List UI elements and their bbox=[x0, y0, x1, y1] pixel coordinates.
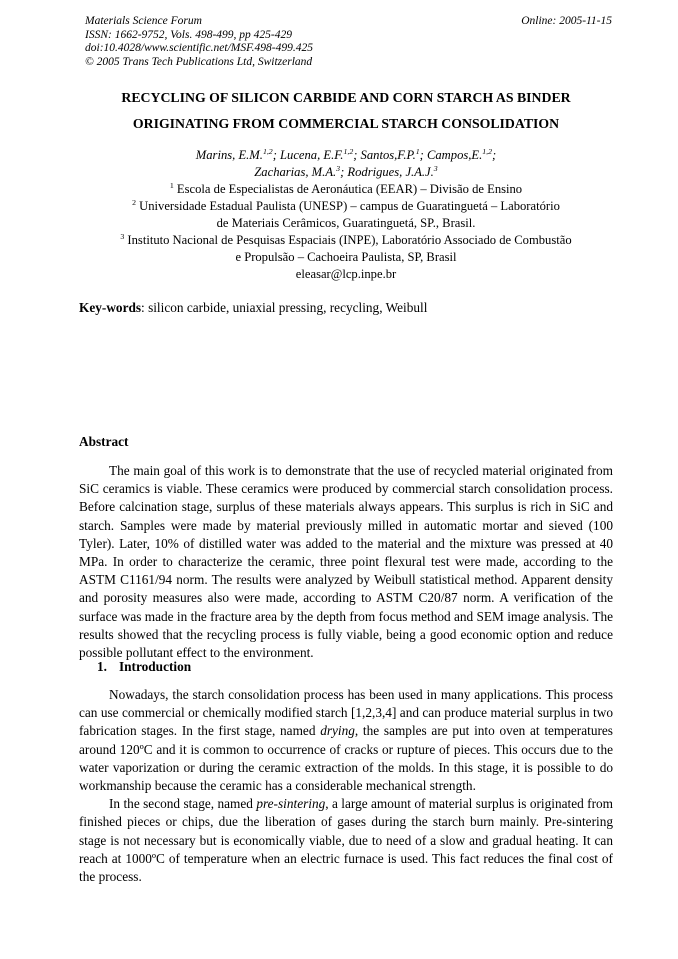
paragraph-text: In the second stage, named bbox=[109, 796, 257, 812]
author-affil-marker: 1 bbox=[415, 146, 420, 156]
paper-title-line1: RECYCLING OF SILICON CARBIDE AND CORN STARCH AS BINDER bbox=[121, 90, 571, 105]
affiliation-line bbox=[49, 198, 643, 215]
abstract-heading: Abstract bbox=[79, 434, 129, 449]
authors-affiliations-block bbox=[49, 147, 643, 283]
abstract-paragraph: The main goal of this work is to demonstrate that the use of recycled material originated from SiC ceramics is viable. These ceramics were produced by commercial starch consolidation process. Before calcination stage, surplus of these materials always appears. This surplus is rich in SiC and starch. Samples were made by material previously milled in automatic mortar and sieved (100 Tyler). Later, 10% of distilled water was added to the material and the mixture was pressed at 40 MPa. In order to characterize the ceramic, three point flexural test were made, according to the ASTM C1161/94 norm. The results were analyzed by Weibull statistical method. Apparent density and porosity measures also were made, according to ASTM C20/87 norm. A verification of the surface was made in the fracture area by the depth from focus method and SEM image analysis. The results showed that the recycling process is fully viable, being a good economic option and reduce possible pollutant effect to the environment. bbox=[79, 463, 613, 661]
author-name: Marins, E.M. bbox=[195, 148, 263, 162]
authors-line-2 bbox=[49, 164, 643, 181]
affiliation-text: de Materiais Cerâmicos, Guaratinguetá, SP., Brasil. bbox=[216, 216, 476, 230]
journal-header bbox=[85, 15, 313, 69]
affiliation-line bbox=[49, 249, 643, 266]
affiliation-line bbox=[49, 215, 643, 232]
author-name: ; Rodrigues, J.A.J. bbox=[340, 165, 434, 179]
journal-name: Materials Science Forum bbox=[85, 15, 202, 27]
section-number: 1. bbox=[97, 659, 107, 674]
introduction-paragraph-1 bbox=[79, 686, 613, 795]
keywords-line bbox=[79, 300, 613, 316]
copyright-line: © 2005 Trans Tech Publications Ltd, Switzerland bbox=[85, 55, 313, 68]
authors-line-1 bbox=[49, 147, 643, 164]
author-affil-marker: 3 bbox=[433, 163, 438, 173]
affiliation-line bbox=[49, 232, 643, 249]
paragraph-text: Nowadays, the starch consolidation process has been used in many applications. This process can use commercial or chemically modified starch [1,2,3,4] and can produce material surplus in two fabrication stages. In the first stage, named bbox=[79, 687, 613, 739]
paper-title-line2: ORIGINATING FROM COMMERCIAL STARCH CONSOLIDATION bbox=[132, 116, 560, 131]
doi-line: doi:10.4028/www.scientific.net/MSF.498-499.425 bbox=[85, 42, 313, 54]
author-name: ; Santos,F.P. bbox=[353, 148, 416, 162]
affiliation-marker: 3 bbox=[120, 231, 125, 241]
issn-line: ISSN: 1662-9752, Vols. 498-499, pp 425-429 bbox=[85, 28, 292, 41]
affiliation-marker: 2 bbox=[132, 197, 136, 207]
italic-term-drying: drying bbox=[320, 723, 355, 739]
author-affil-marker: 1,2 bbox=[262, 146, 273, 156]
author-separator: ; bbox=[492, 148, 497, 162]
introduction-paragraph-2 bbox=[79, 795, 613, 886]
author-affil-marker: 1,2 bbox=[482, 146, 493, 156]
italic-term-pre-sintering: pre-sintering bbox=[256, 796, 326, 812]
affiliation-text: Instituto Nacional de Pesquisas Espaciais (INPE), Laboratório Associado de Combustão bbox=[124, 233, 572, 247]
author-name: Zacharias, M.A. bbox=[254, 165, 337, 179]
author-name: ; Campos,E. bbox=[419, 148, 483, 162]
section-title: Introduction bbox=[118, 659, 192, 674]
affiliation-line bbox=[49, 181, 643, 198]
affiliation-text: Escola de Especialistas de Aeronáutica (EEAR) – Divisão de Ensino bbox=[173, 182, 523, 196]
keywords-text: : silicon carbide, uniaxial pressing, recycling, Weibull bbox=[141, 300, 428, 315]
author-affil-marker: 1,2 bbox=[343, 146, 354, 156]
paragraph-text: , a large amount of material surplus is originated from finished pieces or chips, due the liberation of gases during the starch burn mainly. Pre-sintering stage is not necessary but is economically viable, due to need of a slow and gradual heating. It can reach at 1000ºC of temperature when an electric furnace is used. This fact reduces the final cost of the process. bbox=[79, 796, 613, 885]
paragraph-text: , the samples are put into oven at temperatures around 120ºC and it is common to occurrence of cracks or rupture of pieces. This occurs due to the water vaporization or during the ceramic extraction of the molds. In this stage, it is possible to do workmanship because the ceramic has a considerable mechanical strength. bbox=[79, 723, 613, 794]
affiliation-text: Universidade Estadual Paulista (UNESP) – campus de Guaratinguetá – Laboratório bbox=[136, 199, 560, 213]
author-affil-marker: 3 bbox=[336, 163, 341, 173]
section-heading-introduction bbox=[97, 659, 191, 675]
paper-title bbox=[79, 85, 613, 137]
keywords-label: Key-words bbox=[79, 300, 142, 315]
author-name: ; Lucena, E.F. bbox=[272, 148, 344, 162]
contact-email: eleasar@lcp.inpe.br bbox=[295, 267, 397, 281]
affiliation-text: e Propulsão – Cachoeira Paulista, SP, Brasil bbox=[235, 250, 457, 264]
introduction-body bbox=[79, 686, 613, 886]
online-date: Online: 2005-11-15 bbox=[521, 15, 612, 27]
affiliation-marker: 1 bbox=[169, 180, 174, 190]
